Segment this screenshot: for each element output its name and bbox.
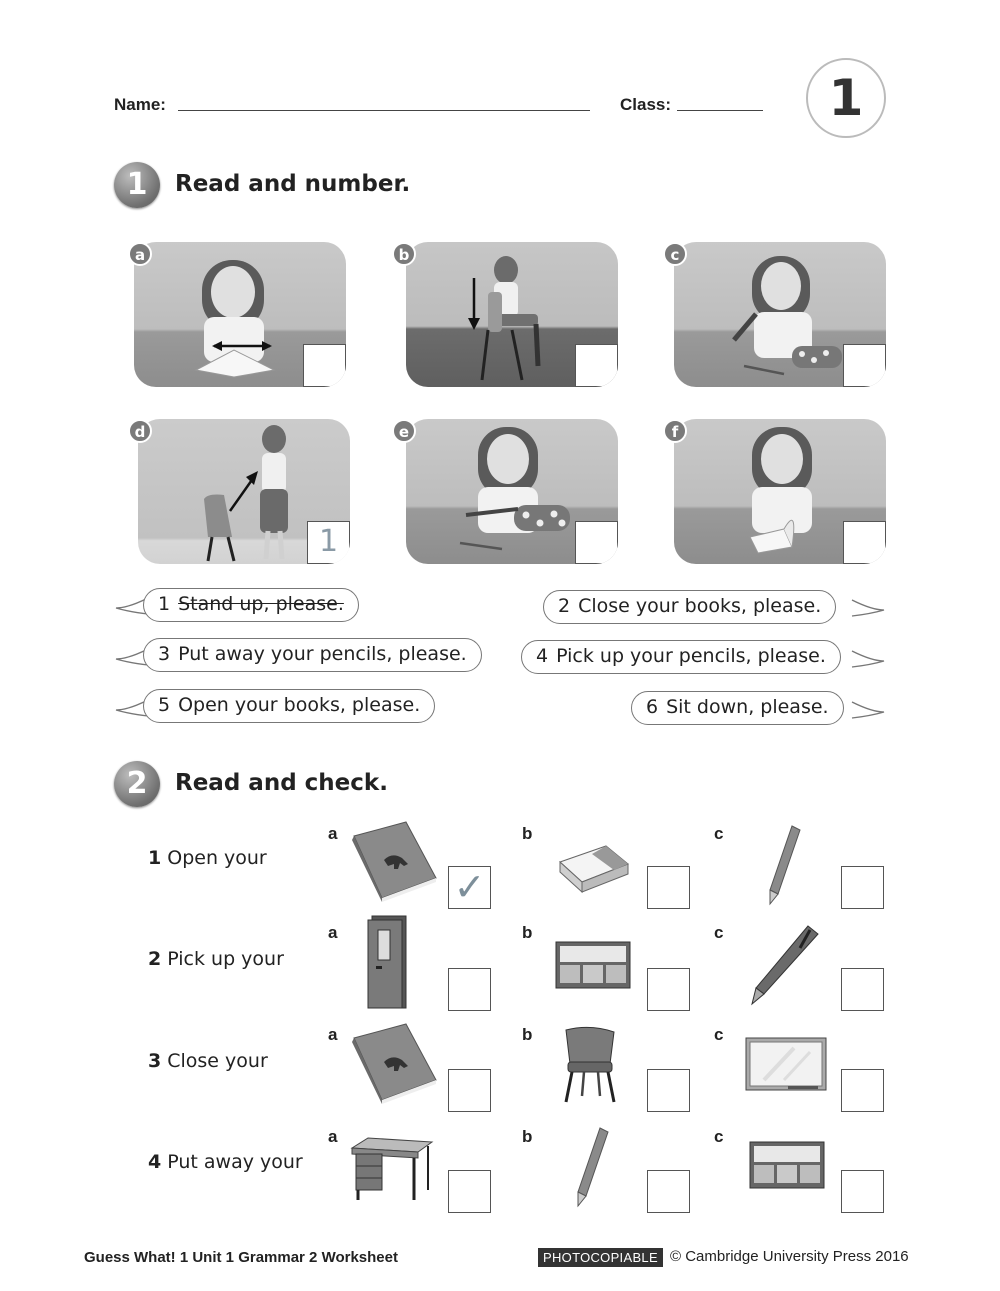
pencil-icon bbox=[764, 822, 804, 906]
exercise-1-title: Read and number. bbox=[175, 171, 411, 197]
sentence-4-text: Pick up your pencils, please. bbox=[556, 645, 826, 667]
pencil-icon bbox=[572, 1124, 612, 1208]
question-4 bbox=[148, 1151, 303, 1173]
checkbox-1a[interactable] bbox=[448, 866, 491, 909]
checkbox-2a[interactable] bbox=[448, 968, 491, 1011]
name-field[interactable] bbox=[178, 110, 590, 111]
window-icon bbox=[554, 940, 632, 990]
question-3-number: 3 bbox=[148, 1050, 162, 1072]
exercise-1-number: 1 bbox=[114, 162, 160, 208]
pen-icon bbox=[750, 922, 822, 1006]
sentence-3-text: Put away your pencils, please. bbox=[178, 643, 467, 665]
sentence-5-number: 5 bbox=[158, 694, 171, 716]
photo-letter-f: f bbox=[663, 419, 687, 443]
checkbox-3b[interactable] bbox=[647, 1069, 690, 1112]
sentence-6-number: 6 bbox=[646, 696, 659, 718]
sentence-2-text: Close your books, please. bbox=[578, 595, 822, 617]
question-2-number: 2 bbox=[148, 948, 162, 970]
photo-letter-b: b bbox=[392, 242, 416, 266]
question-2 bbox=[148, 948, 284, 970]
footer-title: Guess What! 1 Unit 1 Grammar 2 Worksheet bbox=[84, 1249, 398, 1266]
eraser-icon bbox=[556, 838, 632, 896]
photo-letter-c: c bbox=[663, 242, 687, 266]
photo-b-sit-down bbox=[406, 242, 618, 387]
speech-bubble-4 bbox=[521, 640, 841, 674]
checkbox-1c[interactable] bbox=[841, 866, 884, 909]
checkbox-4c[interactable] bbox=[841, 1170, 884, 1213]
exercise-2-title: Read and check. bbox=[175, 770, 388, 796]
option-letter-c: c bbox=[714, 824, 724, 843]
photocopiable-badge: PHOTOCOPIABLE bbox=[538, 1248, 663, 1267]
option-letter-a: a bbox=[328, 1127, 338, 1146]
question-4-number: 4 bbox=[148, 1151, 162, 1173]
name-label: Name: bbox=[114, 95, 166, 114]
checkbox-4a[interactable] bbox=[448, 1170, 491, 1213]
question-1-number: 1 bbox=[148, 847, 162, 869]
unit-number-badge: 1 bbox=[806, 58, 886, 138]
question-4-text: Put away your bbox=[167, 1151, 303, 1173]
bubble-tail-right bbox=[850, 596, 886, 620]
question-2-text: Pick up your bbox=[167, 948, 284, 970]
speech-bubble-3 bbox=[143, 638, 482, 672]
photo-a-open-book bbox=[134, 242, 346, 387]
sentence-2-number: 2 bbox=[558, 595, 571, 617]
photo-d-stand-up bbox=[138, 419, 350, 564]
checkbox-2b[interactable] bbox=[647, 968, 690, 1011]
photo-letter-d: d bbox=[128, 419, 152, 443]
question-1 bbox=[148, 847, 267, 869]
photo-f-close-book bbox=[674, 419, 886, 564]
window-icon bbox=[748, 1140, 826, 1190]
question-1-text: Open your bbox=[167, 847, 267, 869]
door-icon bbox=[366, 914, 410, 1010]
check-mark-icon: ✓ bbox=[453, 865, 486, 909]
answer-box-e[interactable] bbox=[575, 521, 618, 564]
sentence-4-number: 4 bbox=[536, 645, 549, 667]
answer-box-b[interactable] bbox=[575, 344, 618, 387]
answer-box-f[interactable] bbox=[843, 521, 886, 564]
checkbox-3c[interactable] bbox=[841, 1069, 884, 1112]
question-3-text: Close your bbox=[167, 1050, 268, 1072]
speech-bubble-6 bbox=[631, 691, 844, 725]
photo-c-pick-up-pencils bbox=[674, 242, 886, 387]
checkbox-3a[interactable] bbox=[448, 1069, 491, 1112]
answer-box-d[interactable]: 1 bbox=[307, 521, 350, 564]
bubble-tail-right bbox=[850, 647, 886, 671]
option-letter-b: b bbox=[522, 1127, 533, 1146]
class-label: Class: bbox=[620, 95, 672, 114]
sentence-1-text: Stand up, please. bbox=[178, 593, 344, 615]
copyright-text: © Cambridge University Press 2016 bbox=[670, 1248, 909, 1265]
answer-box-c[interactable] bbox=[843, 344, 886, 387]
option-letter-a: a bbox=[328, 923, 338, 942]
option-letter-c: c bbox=[714, 1127, 724, 1146]
photo-letter-e: e bbox=[392, 419, 416, 443]
chair-icon bbox=[558, 1024, 622, 1104]
answer-box-a[interactable] bbox=[303, 344, 346, 387]
option-letter-b: b bbox=[522, 923, 533, 942]
board-icon bbox=[744, 1036, 828, 1094]
option-letter-a: a bbox=[328, 824, 338, 843]
book-icon bbox=[344, 1022, 444, 1104]
option-letter-a: a bbox=[328, 1025, 338, 1044]
checkbox-4b[interactable] bbox=[647, 1170, 690, 1213]
bubble-tail-right bbox=[850, 698, 886, 722]
book-icon bbox=[344, 820, 444, 902]
sentence-5-text: Open your books, please. bbox=[178, 694, 421, 716]
sentence-3-number: 3 bbox=[158, 643, 171, 665]
photo-letter-a: a bbox=[128, 242, 152, 266]
sentence-1-number: 1 bbox=[158, 593, 171, 615]
speech-bubble-5 bbox=[143, 689, 435, 723]
option-letter-b: b bbox=[522, 824, 533, 843]
sentence-6-text: Sit down, please. bbox=[666, 696, 829, 718]
checkbox-1b[interactable] bbox=[647, 866, 690, 909]
question-3 bbox=[148, 1050, 268, 1072]
speech-bubble-2 bbox=[543, 590, 836, 624]
class-field[interactable] bbox=[677, 110, 763, 111]
photo-e-put-away-pencils bbox=[406, 419, 618, 564]
option-letter-c: c bbox=[714, 923, 724, 942]
speech-bubble-1 bbox=[143, 588, 359, 622]
option-letter-b: b bbox=[522, 1025, 533, 1044]
checkbox-2c[interactable] bbox=[841, 968, 884, 1011]
exercise-2-number: 2 bbox=[114, 761, 160, 807]
option-letter-c: c bbox=[714, 1025, 724, 1044]
desk-icon bbox=[348, 1134, 434, 1204]
